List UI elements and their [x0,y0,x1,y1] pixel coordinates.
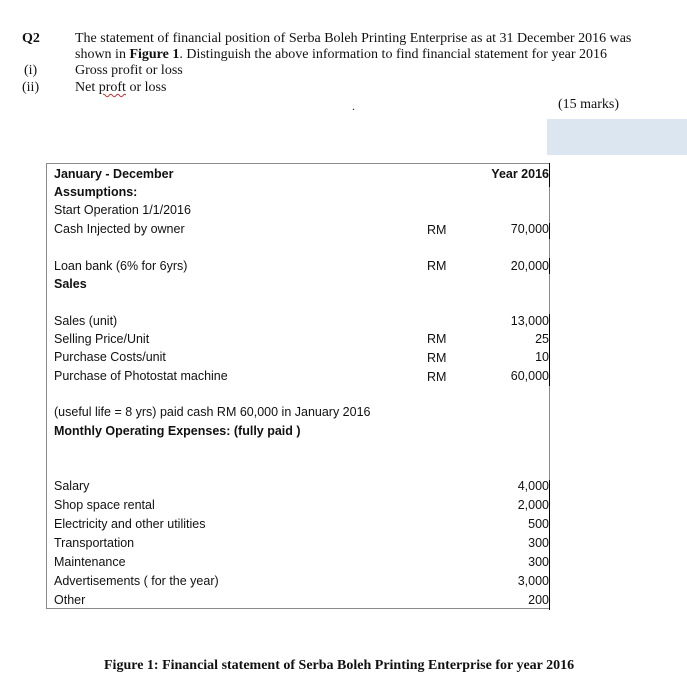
row-label-advertisements: Advertisements ( for the year) [54,574,219,588]
row-label-assumptions: Assumptions: [54,185,138,199]
part-label-i: (i) [24,63,38,78]
row-label-salary: Salary [54,479,90,493]
highlight-band [547,119,687,155]
row-value-salary: 4,000 [517,479,549,493]
row-value-utilities: 500 [528,517,549,531]
row-value-transportation: 300 [528,536,549,550]
marks-label: (15 marks) [558,97,620,112]
row-value-selling-price: 25 [535,332,549,346]
part-label-ii: (ii) [22,80,40,95]
part-text-ii [75,80,166,96]
row-label-selling-price: Selling Price/Unit [54,332,150,346]
row-label-photostat: Purchase of Photostat machine [54,369,228,383]
row-currency-purchase-cost: RM [427,351,447,365]
statement-line2-text: shown in [75,47,130,62]
row-currency-cash: RM [427,223,447,237]
question-statement-line1: The statement of financial position of Serba Boleh Printing Enterprise as at 31 December 2016 was [75,31,632,46]
row-label-utilities: Electricity and other utilities [54,517,206,531]
part-text-ii-a: Net [75,80,99,95]
row-value-sales-unit: 13,000 [510,314,549,328]
part-text-ii-c: or loss [125,80,167,95]
table-header-year: Year 2016 [491,167,549,181]
question-statement-line2 [75,47,607,63]
misspelled-word: proft [98,80,126,95]
table-header-period: January - December [54,167,174,181]
column-divider-row-loan [549,258,550,274]
row-value-loan: 20,000 [510,259,549,273]
part-text-i: Gross profit or loss [75,63,183,78]
question-number: Q2 [22,31,40,46]
row-label-rental: Shop space rental [54,498,155,512]
row-label-loan: Loan bank (6% for 6yrs) [54,259,188,273]
row-label-operating-expenses: Monthly Operating Expenses: (fully paid ) [54,424,301,438]
row-value-purchase-cost: 10 [535,350,549,364]
row-label-sales-unit: Sales (unit) [54,314,118,328]
row-currency-selling-price: RM [427,332,447,346]
column-divider-sales [549,314,550,386]
column-divider-expenses [549,480,550,610]
row-currency-photostat: RM [427,370,447,384]
row-value-rental: 2,000 [517,498,549,512]
figure-caption: Figure 1: Financial statement of Serba Boleh Printing Enterprise for year 2016 [104,658,575,673]
row-label-cash: Cash Injected by owner [54,222,185,236]
figure-reference: Figure 1 [129,47,180,62]
stray-dot: . [352,99,355,113]
statement-line2-rest: . Distinguish the above information to find financial statement for year 2016 [179,47,608,62]
row-label-sales-heading: Sales [54,277,87,291]
row-label-purchase-cost: Purchase Costs/unit [54,350,166,364]
row-label-other: Other [54,593,86,607]
row-value-other: 200 [528,593,549,607]
column-divider-row-cash [549,223,550,239]
row-label-useful-life: (useful life = 8 yrs) paid cash RM 60,000 in January 2016 [54,405,371,419]
row-value-maintenance: 300 [528,555,549,569]
column-divider-header [549,163,550,187]
row-label-start: Start Operation 1/1/2016 [54,203,191,217]
row-value-photostat: 60,000 [510,369,549,383]
row-value-cash: 70,000 [510,222,549,236]
row-currency-loan: RM [427,259,447,273]
row-label-transportation: Transportation [54,536,135,550]
row-value-advertisements: 3,000 [517,574,549,588]
row-label-maintenance: Maintenance [54,555,126,569]
